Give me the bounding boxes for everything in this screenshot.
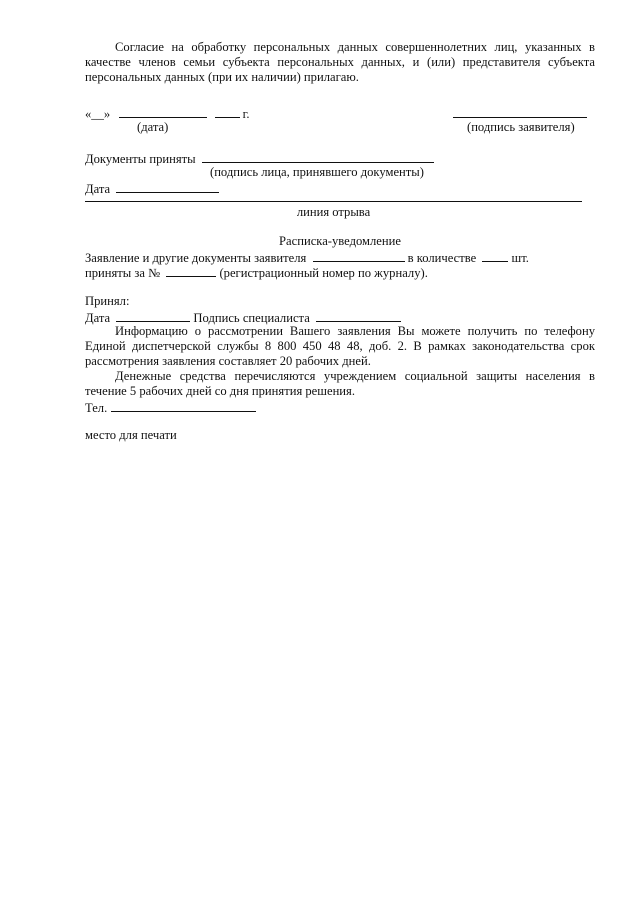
receipt-line-1	[85, 249, 595, 264]
date-year-field[interactable]	[215, 105, 240, 118]
consent-line-2: качестве членов семьи субъекта персональных данных, и (или) представителя субъекта	[85, 55, 595, 69]
info-line-1: Информацию о рассмотрении Вашего заявления Вы можете получить по телефону	[115, 324, 595, 338]
phone-field[interactable]	[111, 399, 256, 412]
info-line-3: рассмотрения заявления составляет 20 рабочих дней.	[85, 354, 371, 368]
accepter-signature-caption: (подпись лица, принявшего документы)	[210, 165, 424, 179]
accepter-signature-field[interactable]	[202, 150, 434, 163]
signature-caption: (подпись заявителя)	[467, 120, 575, 134]
receipt-title: Расписка-уведомление	[279, 234, 401, 248]
docs-date-field[interactable]	[116, 180, 219, 193]
docs-accepted-row	[85, 150, 595, 165]
registration-number-field[interactable]	[166, 264, 216, 277]
consent-line-3: персональных данных (при их наличии) прилагаю.	[85, 70, 359, 84]
year-suffix: г.	[242, 107, 250, 121]
consent-paragraph	[85, 40, 595, 85]
receipt-pieces-label: шт.	[511, 251, 529, 265]
phone-label: Тел.	[85, 401, 108, 415]
receipt-docs-label: Заявление и другие документы заявителя	[85, 251, 307, 265]
accepted-label: Принял:	[85, 294, 130, 308]
document-page	[85, 40, 595, 443]
receipt-quantity-label: в количестве	[407, 251, 477, 265]
receipt-number-label: приняты за №	[85, 266, 161, 280]
specialist-signature-field[interactable]	[316, 309, 401, 322]
docs-accepted-caption-row	[85, 165, 595, 180]
consent-line-1: Согласие на обработку персональных данных совершеннолетних лиц, указанных в	[115, 40, 595, 54]
accepted-row	[85, 309, 595, 324]
info-line-2: Единой диспетчерской службы 8 800 450 48 48, доб. 2. В рамках законодательства срок	[85, 339, 595, 353]
payment-line-2: течение 5 рабочих дней со дня принятия решения.	[85, 384, 355, 398]
specialist-signature-label: Подпись специалиста	[193, 311, 310, 325]
docs-accepted-label: Документы приняты	[85, 152, 196, 166]
payment-paragraph	[85, 369, 595, 399]
docs-date-label: Дата	[85, 182, 111, 196]
cut-line	[85, 201, 582, 202]
applicant-signature-field[interactable]	[453, 105, 587, 118]
registration-number-caption: (регистрационный номер по журналу).	[219, 266, 428, 280]
docs-date-row	[85, 180, 595, 195]
info-paragraph	[85, 324, 595, 369]
receipt-line-2	[85, 264, 595, 279]
cut-line-label: линия отрыва	[296, 205, 371, 219]
payment-line-1: Денежные средства перечисляются учреждением социальной защиты населения в	[115, 369, 595, 383]
date-caption: (дата)	[137, 120, 169, 134]
accepted-date-field[interactable]	[116, 309, 190, 322]
phone-row	[85, 399, 595, 414]
accepted-date-label: Дата	[85, 311, 111, 325]
date-signature-row	[85, 105, 595, 120]
docs-count-applicant-field[interactable]	[313, 249, 405, 262]
date-signature-captions	[85, 120, 595, 135]
stamp-place: место для печати	[85, 428, 177, 442]
docs-quantity-field[interactable]	[482, 249, 508, 262]
date-month-field[interactable]	[119, 105, 207, 118]
date-day-field[interactable]: «__»	[85, 107, 111, 121]
